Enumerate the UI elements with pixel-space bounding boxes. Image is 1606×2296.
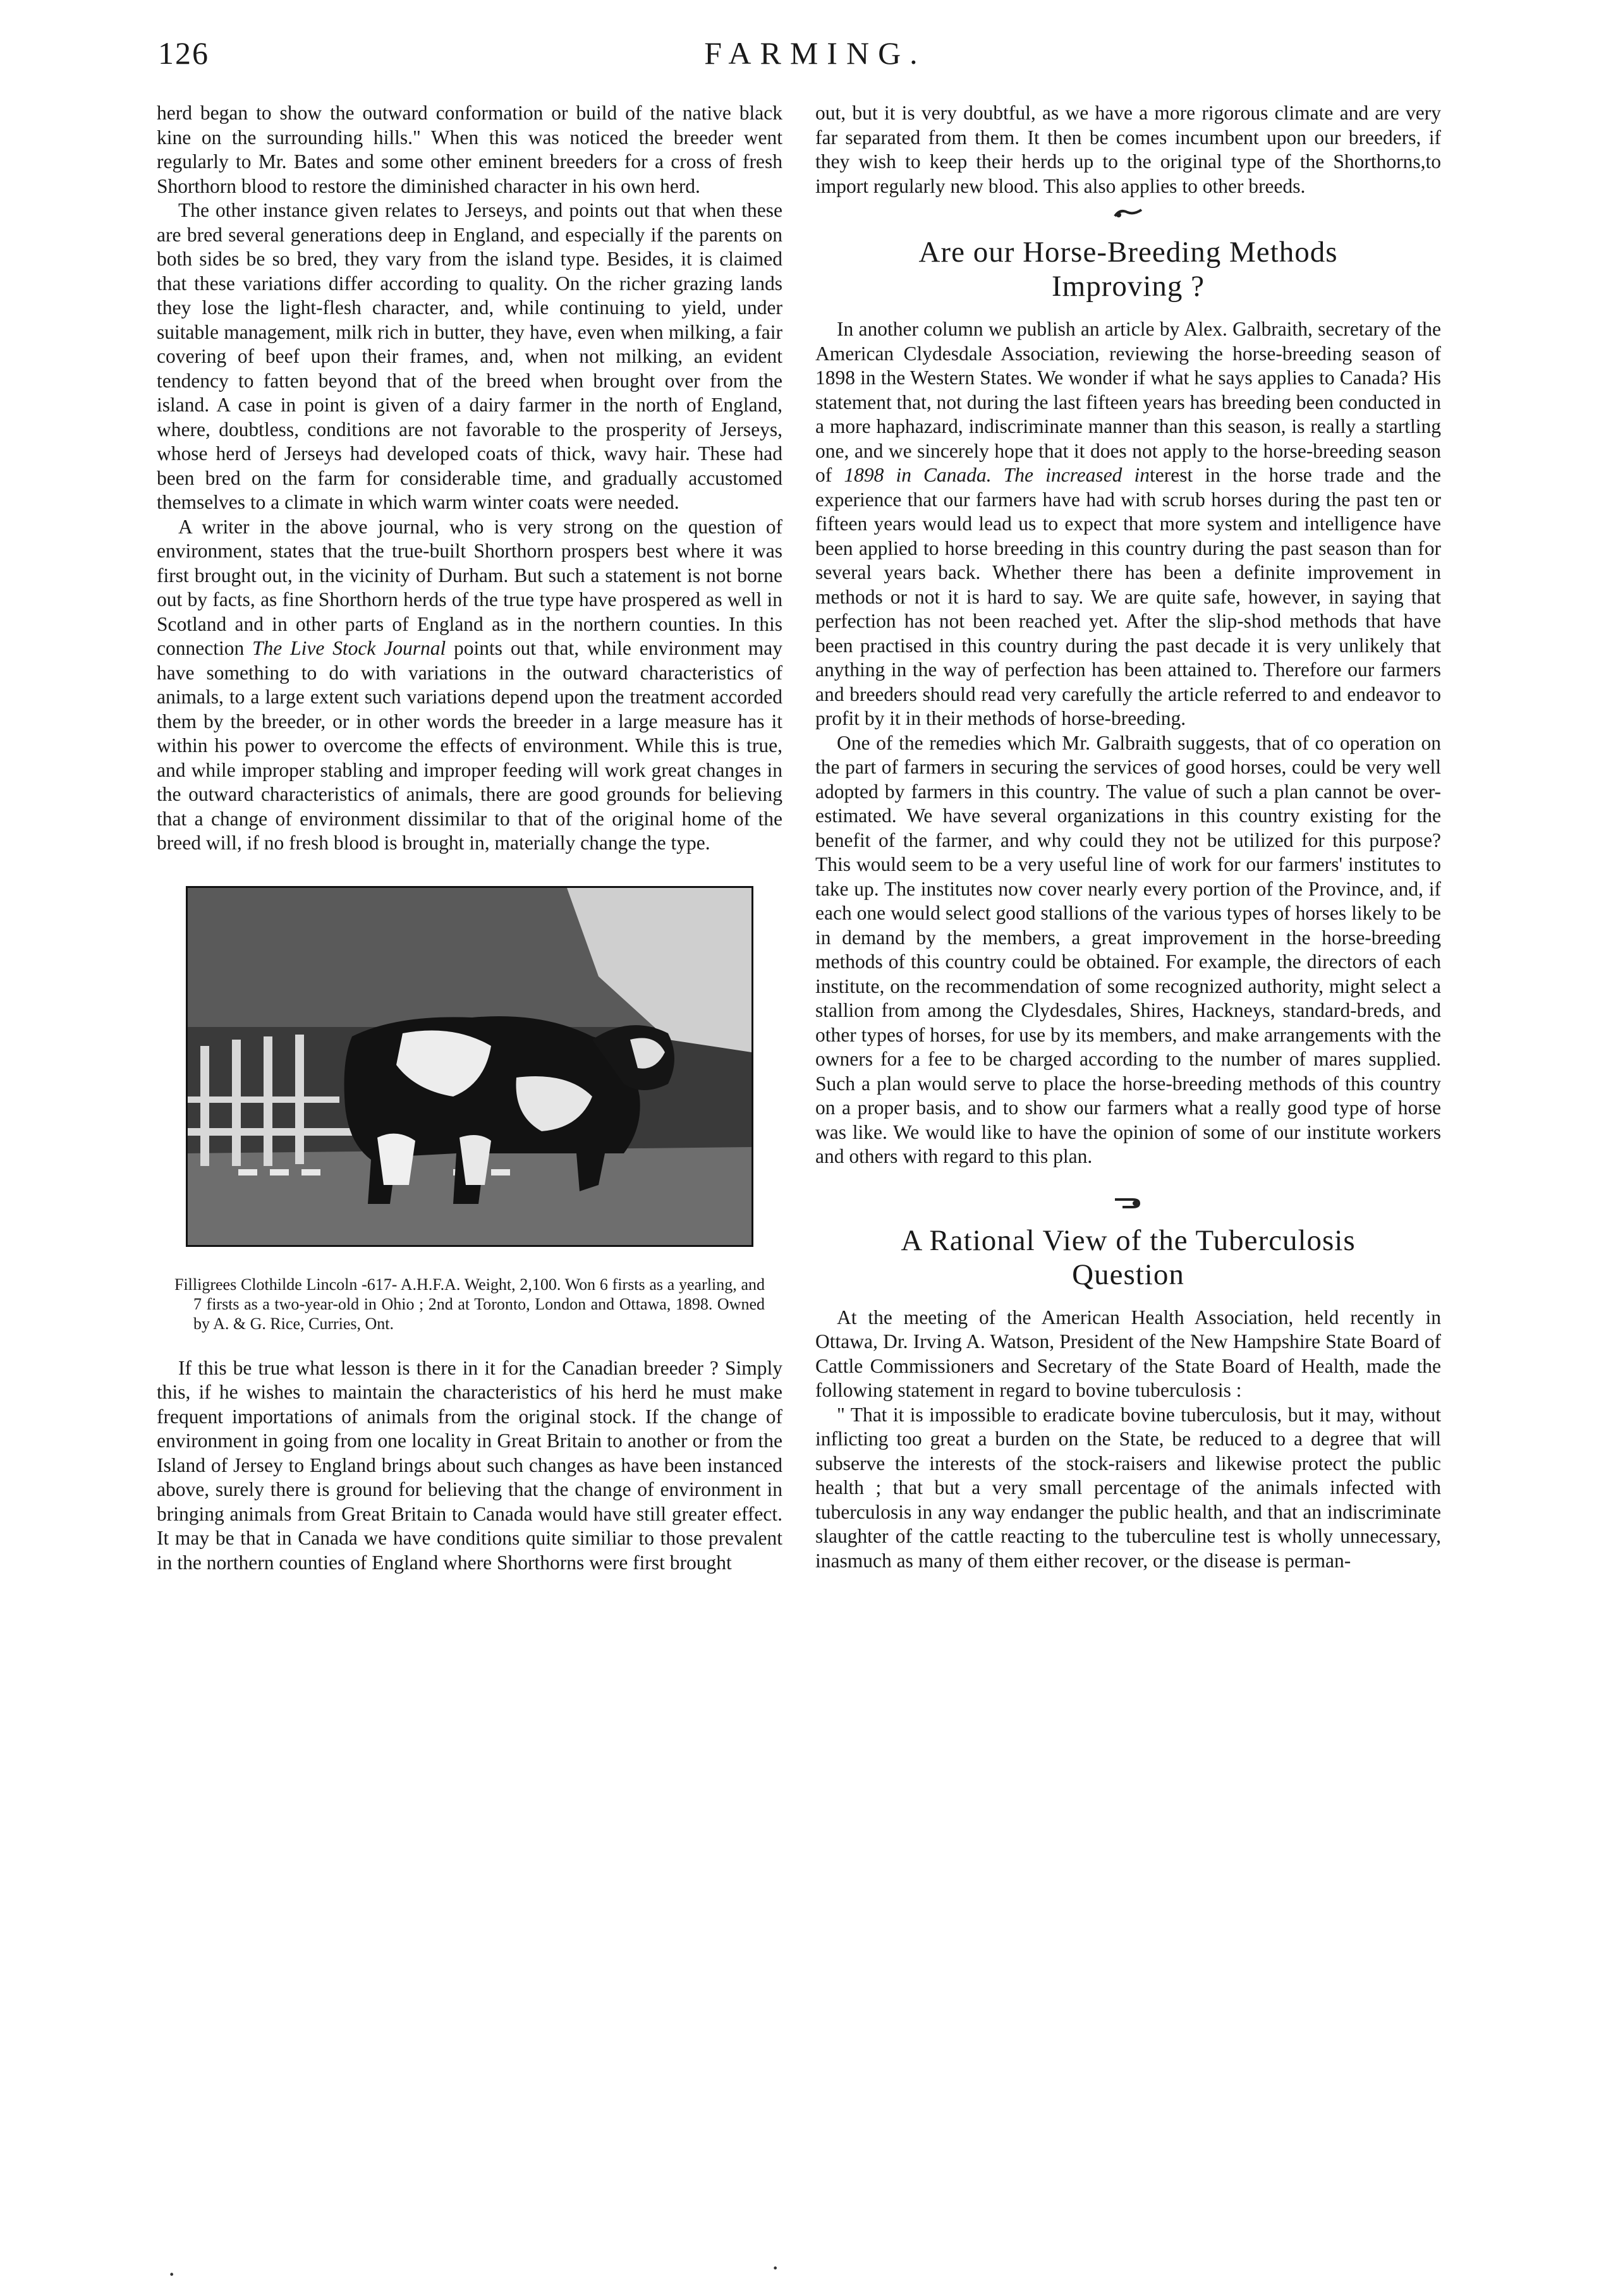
left-paragraph-3 [157,515,782,856]
print-speck: · [167,2260,176,2288]
section-ornament-1 [815,198,1441,235]
page-header [158,35,1473,85]
cow-photograph [186,886,753,1247]
photo-caption: Filligrees Clothilde Lincoln -617- A.H.F.A. Weight, 2,100. Won 6 firsts as a yearling, and 7 firsts as a two-year-old in Ohio ; 2nd at Toronto, London and Ottawa, 1898. Owned by A. & G. Rice, Curries, Ont. [174,1275,765,1333]
horse-article-paragraph-2: One of the remedies which Mr. Galbraith suggests, that of co operation on the part of farmers in securing the services of good horses, could be very well adopted by farmers in this country. The value of such a plan cannot be over-estimated. We have several organizations in this country existing for the benefit of the farmer, and why could they not be utilized for this purpose? This would seem to be a very useful line of work for our farmers' institutes to take up. The institutes now cover nearly every portion of the Province, and, if each one would select good stallions of the various types of horses likely to be in demand by the members, a great improvement in the horse-breeding methods of this country could be obtained. For example, the directors of each institute, on the recommendation of some recognized authority, might select a stallion from among the Clydesdales, Shires, Hackneys, standard-breds, and other types of horses, for use by its members, and make arrangements with the owners for a fee to be charged according to the number of mares supplied. Such a plan would serve to place the horse-breeding methods of this country on a proper basis, and to show our farmers what a really good type of horse was like. We would like to have the opinion of some of our institute workers and others with regard to this plan. [815,731,1441,1167]
cow-illustration [188,888,751,1245]
tuberculosis-article-paragraph-2: " That it is impossible to eradicate bovine tuberculosis, but it may, without inflicting too great a burden on the State, be reduced to a degree that will subserve the interests of the stock-raisers and likewise protect the public health ; that but a very small percentage of the animals infected with tuberculosis in any way endanger the public health, and that an indiscriminate slaughter of the cattle reacting to the tuberculine test is wholly unnecessary, inasmuch as many of them either recover, or the disease is perman- [815,1403,1441,1572]
article-title-horse-breeding-line-1: Are our Horse-Breeding Methods [918,236,1338,269]
right-column [815,101,1441,1573]
section-ornament-2 [815,1187,1441,1224]
page-number: 126 [158,35,209,71]
article-title-tuberculosis [815,1224,1441,1292]
journal-title: The Live Stock Journal [252,637,446,659]
article-title-horse-breeding [815,235,1441,303]
left-paragraph-2: The other instance given relates to Jerseys, and points out that when these are bred several generations deep in England, and especially if the parents on both sides be so bred, they vary from the island type. Besides, it is claimed that these variations differ according to quality. On the richer grazing lands they lose the light-flesh character, and, while continuing to yield, under suitable management, milk rich in butter, they have, even when milking, a fair covering of beef upon their frames, and, when not milking, an evident tendency to fatten beyond that of the breed when brought over from the island. A case in point is given of a dairy farmer in the north of England, where, doubtless, conditions are not favorable to the prosperity of Jerseys, whose herd of Jerseys had developed coats of thick, wavy hair. These had been bred on the farm for considerable time, and gradually accustomed themselves to a climate in which warm winter coats were needed. [157,199,782,513]
horse-article-italic-phrase: 1898 in Canada. The increased in [844,464,1150,486]
left-column [157,101,782,1575]
horse-article-paragraph-1-text-b: terest in the horse trade and the experience that our farmers have had with scrub horses during the past ten or fifteen years would lead us to expect that more system and intelligence have been applied to horse breeding in this country during the past season than for several years back. Whether there has been a definite improvement in methods or not it is hard to say. We are quite safe, however, in saying that perfection has not been reached yet. After the slip-shod methods that have been practised in this country during the past decade it is very unlikely that anything in the way of perfection has been attained to. Therefore our farmers and breeders should read very carefully the article referred to and endeavor to profit by it in their methods of horse-breeding. [815,464,1441,729]
left-paragraph-3-text-b: points out that, while environment may have something to do with variations in the outward characteristics of animals, to a large extent such variations depend upon the treatment accorded them by the breeder, or in other words the breeder in a large measure has it within his power to overcome the effects of environment. While this is true, and while improper stabling and improper feeding will work great changes in the outward characteristics of animals, there are good grounds for believing that a change of environment dissimilar to that of the original home of the breed will, if no fresh blood is brought in, materially change the type. [157,637,782,854]
hand-ornament-icon [1114,206,1143,221]
left-paragraph-4: If this be true what lesson is there in it for the Canadian breeder ? Simply this, if he wishes to maintain the characteristics of his herd he must make frequent importations of animals from the original stock. If the change of environment in going from one locality in Great Britain to another or from the Island of Jersey to England brings about such changes as have been instanced above, surely there is ground for believing that the change of environment in bringing animals from Great Britain to Canada would have still greater effect. It may be that in Canada we have conditions quite similiar to those prevalent in the northern counties of England where Shorthorns were first brought [157,1356,782,1574]
running-title: FARMING. [704,35,927,71]
pointing-hand-icon [1114,1194,1143,1210]
article-title-horse-breeding-line-2: Improving ? [1051,270,1205,303]
tuberculosis-article-paragraph-1: At the meeting of the American Health Association, held recently in Ottawa, Dr. Irving A. Watson, President of the New Hampshire State Board of Cattle Commissioners and Secretary of the State Board of Health, made the following statement in regard to bovine tuberculosis : [815,1306,1441,1401]
article-title-tuberculosis-line-1: A Rational View of the Tuberculosis [901,1224,1356,1257]
horse-article-paragraph-1 [815,317,1441,731]
left-paragraph-1: herd began to show the outward conformation or build of the native black kine on the surrounding hills." When this was noticed the breeder went regularly to Mr. Bates and some other eminent breeders for a cross of fresh Shorthorn blood to restore the diminished character in his own herd. [157,102,782,197]
horse-article-paragraph-1-text-a: In another column we publish an article by Alex. Galbraith, secretary of the American Clydesdale Association, reviewing the horse-breeding season of 1898 in the Western States. We wonder if what he says applies to Canada? His statement that, not during the last fifteen years has breeding been conducted in a more haphazard, indiscriminate manner than this season, is really a startling one, and we sincerely hope that it does not apply to the horse-breeding season of [815,318,1441,486]
right-paragraph-1: out, but it is very doubtful, as we have a more rigorous climate and are very far separated from them. It then be comes incumbent upon our breeders, if they wish to keep their herds up to the original type of the Shorthorns,to import regularly new blood. This also applies to other breeds. [815,102,1441,197]
article-title-tuberculosis-line-2: Question [1072,1258,1184,1291]
print-speck: · [771,2254,780,2282]
left-paragraph-3-text-a: A writer in the above journal, who is very strong on the question of environment, states that the true-built Shorthorn prospers best where it was first brought out, in the vicinity of Durham. But such a statement is not borne out by facts, as fine Shorthorn herds of the true type have prospered as well in Scotland and in other parts of England as in the northern counties. In this connection [157,515,782,659]
